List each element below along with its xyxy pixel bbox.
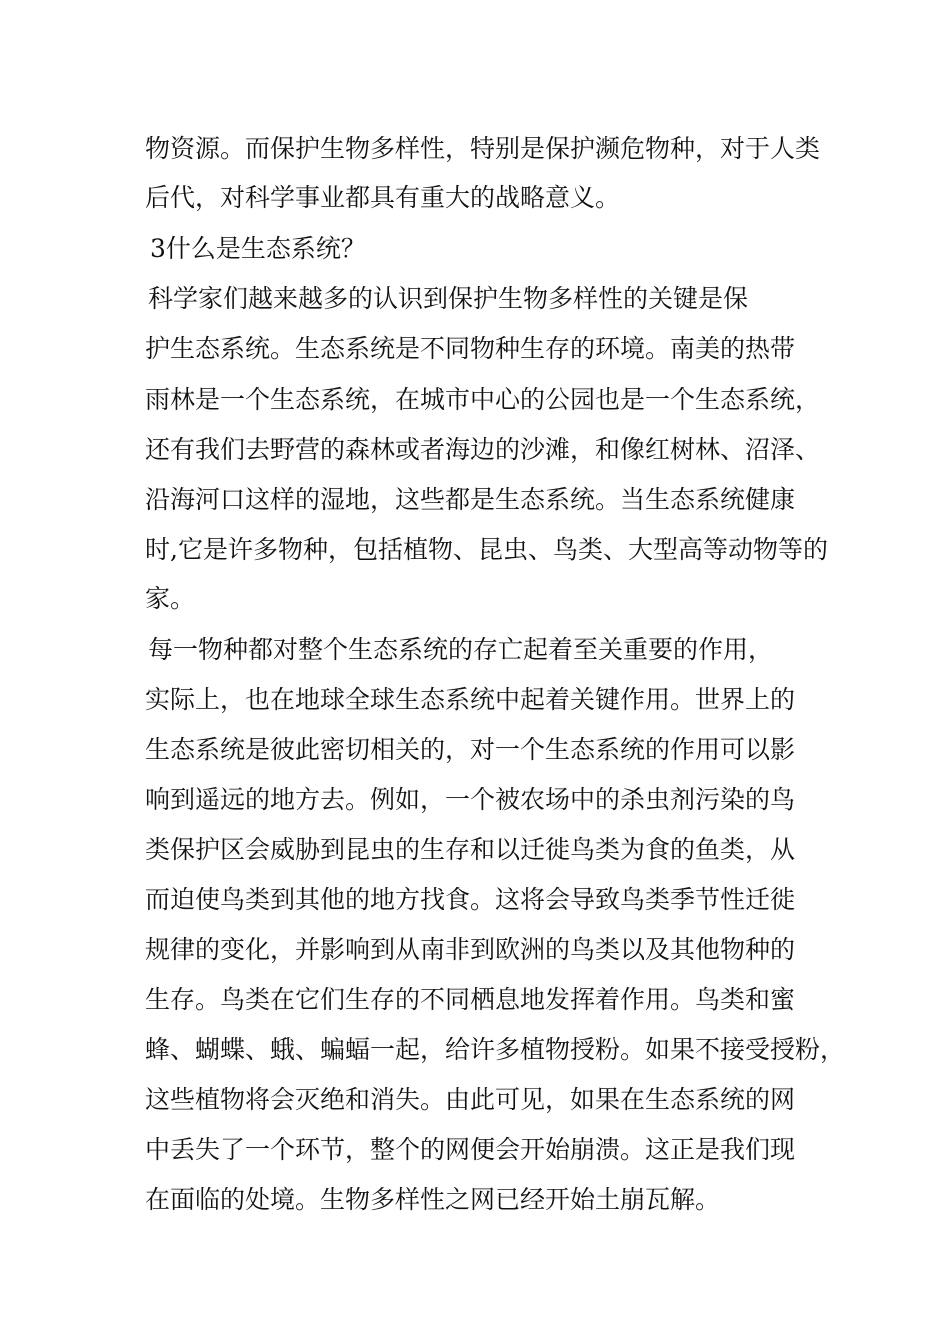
text-line: 生态系统是彼此密切相关的，对一个生态系统的作用可以影 — [145, 735, 796, 764]
text-line: 中丢失了一个环节，整个的网便会开始崩溃。这正是我们现 — [145, 1135, 796, 1164]
text-line: 在面临的处境。生物多样性之网已经开始土崩瓦解。 — [145, 1185, 721, 1214]
section-heading: 3什么是生态系统？ — [150, 234, 366, 263]
text-line: 雨林是一个生态系统，在城市中心的公园也是一个生态系统， — [145, 385, 821, 414]
text-line: 时,它是许多物种，包括植物、昆虫、鸟类、大型高等动物等的 — [145, 535, 828, 564]
text-line: 而迫使鸟类到其他的地方找食。这将会导致鸟类季节性迁徙 — [145, 885, 796, 914]
text-line: 科学家们越来越多的认识到保护生物多样性的关键是保 — [148, 284, 749, 313]
text-line: 还有我们去野营的森林或者海边的沙滩，和像红树林、沼泽、 — [145, 435, 821, 464]
text-line: 护生态系统。生态系统是不同物种生存的环境。南美的热带 — [145, 334, 796, 363]
text-line: 后代，对科学事业都具有重大的战略意义。 — [145, 183, 621, 212]
text-line: 家。 — [145, 584, 196, 613]
text-line: 沿海河口这样的湿地，这些都是生态系统。当生态系统健康 — [145, 485, 796, 514]
text-line: 实际上，也在地球全球生态系统中起着关键作用。世界上的 — [145, 685, 796, 714]
text-line: 规律的变化，并影响到从南非到欧洲的鸟类以及其他物种的 — [145, 935, 796, 964]
text-line: 每一物种都对整个生态系统的存亡起着至关重要的作用， — [148, 635, 774, 664]
text-line: 类保护区会威胁到昆虫的生存和以迁徙鸟类为食的鱼类，从 — [145, 835, 796, 864]
text-line: 物资源。而保护生物多样性，特别是保护濒危物种，对于人类 — [145, 134, 821, 163]
text-line: 响到遥远的地方去。例如，一个被农场中的杀虫剂污染的鸟 — [145, 785, 796, 814]
text-line: 生存。鸟类在它们生存的不同栖息地发挥着作用。鸟类和蜜 — [145, 985, 796, 1014]
text-line: 这些植物将会灭绝和消失。由此可见，如果在生态系统的网 — [145, 1085, 796, 1114]
text-line: 蜂、蝴蝶、蛾、蝙蝠一起，给许多植物授粉。如果不接受授粉， — [145, 1035, 846, 1064]
